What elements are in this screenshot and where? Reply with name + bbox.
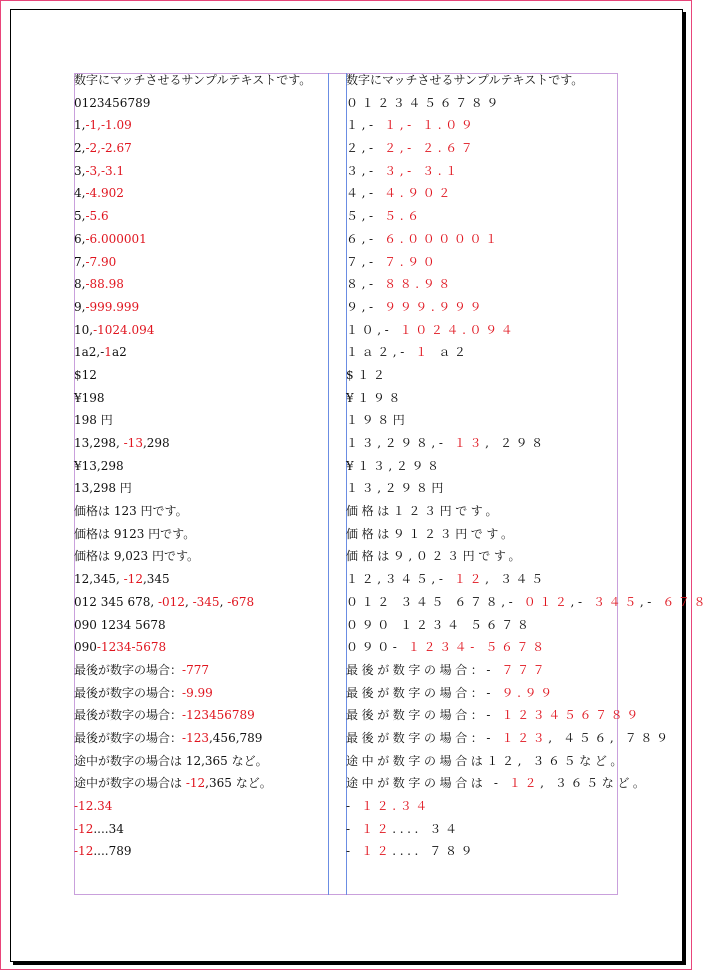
text-line bbox=[346, 818, 616, 841]
text-line bbox=[74, 137, 330, 160]
text-line bbox=[74, 818, 330, 841]
text-segment: 最後が数字の場合：- bbox=[346, 685, 502, 700]
text-segment: 最後が数字の場合：- bbox=[346, 708, 502, 723]
matched-number: -4.902 bbox=[85, 186, 124, 201]
text-segment: 価格は１２３円です。 bbox=[346, 504, 502, 519]
text-line bbox=[74, 251, 330, 274]
text-line bbox=[74, 409, 330, 432]
text-line bbox=[74, 341, 330, 364]
text-line bbox=[74, 69, 330, 92]
text-segment: 13,298 円 bbox=[74, 481, 132, 496]
text-segment: a2 bbox=[111, 345, 127, 360]
matched-number: -777 bbox=[182, 662, 209, 677]
text-segment: ３,- bbox=[346, 163, 385, 178]
text-line bbox=[74, 114, 330, 137]
text-segment: ９,- bbox=[346, 299, 385, 314]
text-line bbox=[74, 319, 330, 342]
matched-number: -2,-2.67 bbox=[85, 141, 132, 156]
text-segment: 価格は 123 円です。 bbox=[74, 504, 188, 519]
text-line bbox=[346, 409, 616, 432]
text-line bbox=[74, 477, 330, 500]
text-line bbox=[74, 160, 330, 183]
text-segment: １,- bbox=[346, 118, 385, 133]
text-line bbox=[346, 614, 616, 637]
text-line bbox=[346, 500, 616, 523]
matched-number: -012 bbox=[157, 594, 185, 609]
text-segment: 7, bbox=[74, 254, 86, 269]
matched-number: ９９９.９９９ bbox=[384, 299, 486, 314]
matched-number: ３,- ３.１ bbox=[384, 163, 461, 178]
text-line bbox=[74, 205, 330, 228]
matched-number: -1,-1.09 bbox=[85, 118, 132, 133]
text-line bbox=[74, 727, 330, 750]
text-line bbox=[346, 69, 616, 92]
text-segment: １３,２９８,- bbox=[346, 436, 454, 450]
text-line bbox=[346, 750, 627, 773]
text-segment: ０１２ ３４５ ６７８,- bbox=[346, 594, 524, 609]
text-line bbox=[74, 750, 330, 773]
matched-number: -123456789 bbox=[182, 708, 255, 723]
text-segment: 価格は 9123 円です。 bbox=[74, 526, 196, 541]
text-line bbox=[346, 727, 672, 750]
text-line bbox=[346, 137, 616, 160]
text-segment: - bbox=[346, 799, 362, 813]
text-segment: 5, bbox=[74, 209, 86, 224]
text-line bbox=[74, 840, 330, 863]
text-segment: ¥13,298 bbox=[74, 458, 124, 473]
text-segment: ４,- bbox=[346, 186, 385, 201]
text-segment: $12 bbox=[74, 367, 97, 382]
text-segment: 途中が数字の場合は１２, ３６５など。 bbox=[346, 753, 627, 768]
matched-number: -12 bbox=[123, 572, 143, 587]
text-line bbox=[74, 92, 330, 115]
matched-number: ６７８ bbox=[662, 594, 709, 609]
text-segment: 数字にマッチさせるサンプルテキストです。 bbox=[346, 73, 584, 87]
text-segment: ０９０ １２３４ ５６７８ bbox=[346, 617, 533, 632]
text-line bbox=[74, 296, 330, 319]
text-segment: 最後が数字の場合： bbox=[74, 730, 183, 745]
text-line bbox=[74, 273, 330, 296]
matched-number: １,- １.０９ bbox=[384, 118, 477, 133]
text-segment: ８,- bbox=[346, 277, 385, 292]
text-segment: 8, bbox=[74, 277, 86, 292]
text-line bbox=[74, 432, 330, 455]
matched-number: ７.９０ bbox=[384, 254, 439, 269]
matched-number: １２３ bbox=[501, 730, 549, 745]
text-segment: ａ２ bbox=[430, 345, 470, 360]
matched-number: ７７７ bbox=[501, 662, 549, 677]
matched-number: -6.000001 bbox=[85, 231, 147, 246]
text-line bbox=[346, 523, 616, 546]
matched-number: ３４５ bbox=[593, 594, 640, 609]
text-line bbox=[74, 795, 330, 818]
text-segment: ....34 bbox=[93, 821, 124, 836]
text-line bbox=[346, 160, 616, 183]
text-segment: ０１２３４５６７８９ bbox=[346, 95, 503, 110]
matched-number: -999.999 bbox=[85, 299, 140, 314]
matched-number: -1234-5678 bbox=[96, 640, 167, 655]
text-segment: 途中が数字の場合は bbox=[74, 776, 186, 791]
text-line bbox=[346, 273, 616, 296]
text-segment: , ２９８ bbox=[485, 436, 547, 450]
matched-number: ２,- ２.６７ bbox=[384, 141, 477, 156]
text-segment: .... ３４ bbox=[392, 821, 461, 836]
text-segment: 4, bbox=[74, 186, 86, 201]
matched-number: １０２４.０９４ bbox=[399, 322, 517, 337]
text-line bbox=[74, 545, 330, 568]
text-segment: 途中が数字の場合は - bbox=[346, 776, 509, 791]
text-segment: ,- bbox=[639, 594, 663, 609]
text-segment: ７,- bbox=[346, 254, 385, 269]
text-line bbox=[346, 772, 649, 795]
matched-number: -678 bbox=[227, 594, 255, 609]
text-segment: , bbox=[219, 594, 228, 609]
text-line bbox=[74, 772, 330, 795]
text-segment: ¥１３,２９８ bbox=[346, 458, 443, 473]
matched-number: -12 bbox=[74, 844, 94, 859]
text-line bbox=[74, 523, 330, 546]
text-segment: １ａ２,- bbox=[346, 345, 416, 360]
text-line bbox=[346, 682, 616, 705]
text-line bbox=[74, 636, 330, 659]
text-segment: 最後が数字の場合： bbox=[74, 662, 183, 677]
text-line bbox=[346, 568, 616, 591]
text-line bbox=[346, 364, 616, 387]
text-segment: .... ７８９ bbox=[392, 844, 477, 859]
text-segment: , bbox=[184, 594, 193, 609]
text-segment: 10, bbox=[74, 322, 94, 337]
text-line bbox=[74, 182, 330, 205]
matched-number: -12 bbox=[74, 821, 94, 836]
matched-number: -7.90 bbox=[85, 254, 117, 269]
text-line bbox=[346, 341, 616, 364]
text-line bbox=[74, 704, 330, 727]
matched-number: -1024.094 bbox=[93, 322, 155, 337]
text-segment: １２,３４５,- bbox=[346, 572, 454, 587]
text-segment: ....789 bbox=[93, 844, 132, 859]
text-column-halfwidth bbox=[74, 69, 330, 863]
matched-number: -13 bbox=[123, 436, 143, 450]
text-segment: 0123456789 bbox=[74, 95, 151, 110]
text-line bbox=[346, 545, 616, 568]
text-line bbox=[346, 795, 616, 818]
text-line bbox=[346, 319, 616, 342]
text-line bbox=[346, 840, 616, 863]
text-segment: , ３４５ bbox=[485, 572, 547, 587]
text-line bbox=[74, 387, 330, 410]
text-segment: 1, bbox=[74, 118, 86, 133]
matched-number: -12 bbox=[185, 776, 206, 791]
text-line bbox=[346, 92, 616, 115]
text-segment: 3, bbox=[74, 163, 86, 178]
text-line bbox=[346, 205, 616, 228]
text-line bbox=[346, 251, 616, 274]
text-line bbox=[346, 591, 709, 614]
text-line bbox=[74, 228, 330, 251]
matched-number: ８８.９８ bbox=[384, 277, 454, 292]
text-segment: ６,- bbox=[346, 231, 385, 246]
text-segment: , ４５６, ７８９ bbox=[548, 730, 672, 745]
matched-number: １ bbox=[415, 345, 431, 360]
text-segment: ,- bbox=[570, 594, 594, 609]
text-segment: 価格は 9,023 円です。 bbox=[74, 549, 200, 564]
text-segment: 途中が数字の場合は 12,365 など。 bbox=[74, 753, 268, 768]
text-line bbox=[74, 364, 330, 387]
text-segment: 198 円 bbox=[74, 413, 113, 428]
text-segment: １９８円 bbox=[346, 413, 409, 428]
text-segment: 価格は９,０２３円です。 bbox=[346, 549, 525, 564]
text-line bbox=[346, 296, 616, 319]
text-line bbox=[74, 455, 330, 478]
text-segment: 最後が数字の場合：- bbox=[346, 662, 502, 677]
text-segment: ,365 など。 bbox=[205, 776, 272, 791]
text-segment: ５,- bbox=[346, 209, 385, 224]
text-segment: ２,- bbox=[346, 141, 385, 156]
text-segment: 価格は９１２３円です。 bbox=[346, 526, 517, 541]
text-segment: 数字にマッチさせるサンプルテキストです。 bbox=[74, 73, 312, 87]
matched-number: -5.6 bbox=[85, 209, 109, 224]
text-line bbox=[346, 182, 616, 205]
text-segment: 1a2,- bbox=[74, 345, 105, 360]
matched-number: ０１２ bbox=[523, 594, 571, 609]
text-line bbox=[74, 568, 330, 591]
text-line bbox=[346, 114, 616, 137]
matched-number: ６.０００００１ bbox=[384, 231, 501, 246]
matched-number: 1 bbox=[104, 345, 112, 360]
text-segment: ,456,789 bbox=[208, 730, 263, 745]
text-line bbox=[74, 614, 330, 637]
text-segment: 最後が数字の場合： bbox=[74, 708, 183, 723]
text-segment: 090 1234 5678 bbox=[74, 617, 166, 632]
text-segment: - bbox=[346, 821, 362, 836]
text-segment: 最後が数字の場合：- bbox=[346, 730, 502, 745]
matched-number: １２ bbox=[361, 844, 393, 859]
text-segment: ０９０- bbox=[346, 640, 408, 655]
matched-number: １２ bbox=[453, 572, 486, 587]
matched-number: -123 bbox=[182, 730, 209, 745]
text-segment: １０,- bbox=[346, 322, 400, 337]
text-line bbox=[346, 659, 616, 682]
matched-number: １２３４- ５６７８ bbox=[407, 640, 548, 655]
text-segment: ¥１９８ bbox=[346, 390, 405, 405]
text-segment: 012 345 678, bbox=[74, 594, 158, 609]
matched-number: １２３４５６７８９ bbox=[501, 708, 642, 723]
matched-number: １２ bbox=[361, 821, 393, 836]
matched-number: -12.34 bbox=[74, 799, 113, 813]
text-segment: 12,345, bbox=[74, 572, 124, 587]
text-line bbox=[346, 432, 616, 455]
matched-number: １３ bbox=[453, 436, 486, 450]
text-line bbox=[346, 636, 616, 659]
matched-number: -88.98 bbox=[85, 277, 124, 292]
text-segment: 13,298, bbox=[74, 436, 124, 450]
text-segment: 090 bbox=[74, 640, 97, 655]
text-segment: 9, bbox=[74, 299, 86, 314]
text-column-fullwidth bbox=[346, 69, 709, 863]
matched-number: -345 bbox=[192, 594, 220, 609]
text-line bbox=[74, 682, 330, 705]
matched-number: ５.６ bbox=[384, 209, 423, 224]
text-segment: $１２ bbox=[346, 367, 389, 382]
text-segment: ,298 bbox=[142, 436, 170, 450]
text-segment: ,345 bbox=[142, 572, 170, 587]
text-line bbox=[74, 591, 330, 614]
matched-number: -3,-3.1 bbox=[85, 163, 125, 178]
matched-number: １２.３４ bbox=[361, 799, 431, 813]
text-line bbox=[346, 477, 616, 500]
text-line bbox=[346, 704, 642, 727]
text-line bbox=[346, 387, 616, 410]
text-line bbox=[74, 659, 330, 682]
text-segment: 6, bbox=[74, 231, 86, 246]
text-segment: 最後が数字の場合： bbox=[74, 685, 183, 700]
text-segment: , ３６５など。 bbox=[540, 776, 649, 791]
matched-number: １２ bbox=[508, 776, 541, 791]
text-segment: １３,２９８円 bbox=[346, 481, 448, 496]
matched-number: -9.99 bbox=[182, 685, 213, 700]
text-segment: - bbox=[346, 844, 362, 859]
matched-number: ４.９０２ bbox=[384, 186, 454, 201]
text-line bbox=[346, 228, 616, 251]
text-line bbox=[74, 500, 330, 523]
text-segment: ¥198 bbox=[74, 390, 105, 405]
text-line bbox=[346, 455, 616, 478]
matched-number: ９.９９ bbox=[501, 685, 556, 700]
text-segment: 2, bbox=[74, 141, 86, 156]
